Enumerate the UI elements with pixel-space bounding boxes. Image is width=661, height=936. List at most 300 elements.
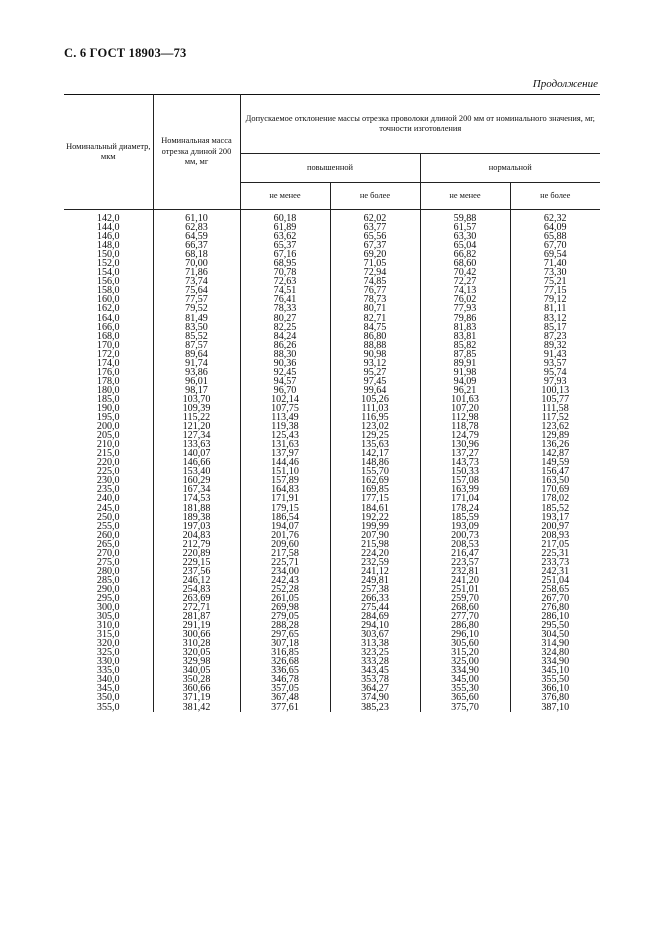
cell-normal-max: 129,89 — [510, 431, 600, 440]
cell-mass: 220,89 — [153, 549, 240, 558]
cell-mass: 381,42 — [153, 703, 240, 712]
cell-mass: 61,10 — [153, 214, 240, 223]
cell-mass: 263,69 — [153, 594, 240, 603]
cell-normal-max: 64,09 — [510, 223, 600, 232]
cell-increased-min: 288,28 — [240, 621, 330, 630]
cell-increased-min: 179,15 — [240, 504, 330, 513]
cell-normal-max: 233,73 — [510, 558, 600, 567]
cell-increased-max: 63,77 — [330, 223, 420, 232]
cell-diameter: 200,0 — [64, 422, 153, 431]
cell-increased-min: 82,25 — [240, 323, 330, 332]
table-row — [64, 621, 600, 630]
cell-diameter: 166,0 — [64, 323, 153, 332]
cell-increased-min: 113,49 — [240, 413, 330, 422]
cell-increased-max: 116,95 — [330, 413, 420, 422]
cell-increased-min: 80,27 — [240, 314, 330, 323]
cell-increased-max: 374,90 — [330, 693, 420, 702]
cell-increased-min: 60,18 — [240, 214, 330, 223]
cell-increased-max: 129,25 — [330, 431, 420, 440]
table-row — [64, 350, 600, 359]
cell-normal-max: 178,02 — [510, 494, 600, 503]
cell-increased-max: 192,22 — [330, 513, 420, 522]
cell-normal-max: 89,32 — [510, 341, 600, 350]
header-increased-min: не менее — [240, 183, 330, 210]
cell-mass: 197,03 — [153, 522, 240, 531]
cell-increased-min: 88,30 — [240, 350, 330, 359]
cell-diameter: 325,0 — [64, 648, 153, 657]
cell-normal-min: 85,82 — [420, 341, 510, 350]
cell-normal-min: 89,91 — [420, 359, 510, 368]
cell-increased-max: 215,98 — [330, 540, 420, 549]
cell-normal-max: 75,21 — [510, 277, 600, 286]
cell-normal-min: 124,79 — [420, 431, 510, 440]
table-row — [64, 377, 600, 386]
cell-increased-max: 88,88 — [330, 341, 420, 350]
cell-increased-max: 303,67 — [330, 630, 420, 639]
cell-diameter: 152,0 — [64, 259, 153, 268]
cell-mass: 246,12 — [153, 576, 240, 585]
table-row — [64, 567, 600, 576]
cell-normal-max: 105,77 — [510, 395, 600, 404]
cell-increased-max: 364,27 — [330, 684, 420, 693]
cell-diameter: 295,0 — [64, 594, 153, 603]
cell-normal-max: 163,50 — [510, 476, 600, 485]
cell-increased-max: 71,05 — [330, 259, 420, 268]
cell-increased-min: 367,48 — [240, 693, 330, 702]
cell-increased-min: 70,78 — [240, 268, 330, 277]
cell-normal-max: 156,47 — [510, 467, 600, 476]
table-row — [64, 286, 600, 295]
cell-normal-max: 376,80 — [510, 693, 600, 702]
cell-mass: 174,53 — [153, 494, 240, 503]
cell-diameter: 170,0 — [64, 341, 153, 350]
cell-diameter: 335,0 — [64, 666, 153, 675]
cell-diameter: 355,0 — [64, 703, 153, 712]
cell-normal-min: 163,99 — [420, 485, 510, 494]
cell-normal-max: 304,50 — [510, 630, 600, 639]
cell-normal-max: 67,70 — [510, 241, 600, 250]
cell-normal-max: 355,50 — [510, 675, 600, 684]
cell-increased-min: 92,45 — [240, 368, 330, 377]
cell-increased-min: 67,16 — [240, 250, 330, 259]
cell-increased-max: 86,80 — [330, 332, 420, 341]
cell-normal-min: 305,60 — [420, 639, 510, 648]
cell-increased-max: 65,56 — [330, 232, 420, 241]
cell-increased-max: 323,25 — [330, 648, 420, 657]
cell-normal-max: 123,62 — [510, 422, 600, 431]
cell-normal-max: 62,32 — [510, 214, 600, 223]
cell-normal-max: 314,90 — [510, 639, 600, 648]
cell-diameter: 300,0 — [64, 603, 153, 612]
cell-mass: 85,52 — [153, 332, 240, 341]
cell-increased-max: 169,85 — [330, 485, 420, 494]
page-header: С. 6 ГОСТ 18903—73 — [64, 46, 187, 60]
cell-mass: 291,19 — [153, 621, 240, 630]
cell-increased-max: 294,10 — [330, 621, 420, 630]
header-nominal-mass: Номинальная масса отрезка длиной 200 мм, мг — [153, 95, 240, 210]
cell-mass: 87,57 — [153, 341, 240, 350]
cell-increased-max: 162,69 — [330, 476, 420, 485]
cell-increased-min: 144,46 — [240, 458, 330, 467]
cell-normal-max: 65,88 — [510, 232, 600, 241]
table-row — [64, 268, 600, 277]
cell-normal-max: 81,11 — [510, 304, 600, 313]
cell-mass: 73,74 — [153, 277, 240, 286]
cell-increased-min: 94,57 — [240, 377, 330, 386]
cell-normal-min: 315,20 — [420, 648, 510, 657]
cell-normal-min: 79,86 — [420, 314, 510, 323]
cell-normal-min: 61,57 — [420, 223, 510, 232]
cell-increased-max: 257,38 — [330, 585, 420, 594]
cell-normal-max: 71,40 — [510, 259, 600, 268]
cell-increased-min: 346,78 — [240, 675, 330, 684]
cell-diameter: 174,0 — [64, 359, 153, 368]
cell-diameter: 240,0 — [64, 494, 153, 503]
cell-diameter: 172,0 — [64, 350, 153, 359]
cell-normal-min: 87,85 — [420, 350, 510, 359]
cell-mass: 237,56 — [153, 567, 240, 576]
cell-increased-min: 225,71 — [240, 558, 330, 567]
cell-diameter: 205,0 — [64, 431, 153, 440]
cell-mass: 281,87 — [153, 612, 240, 621]
cell-normal-max: 149,59 — [510, 458, 600, 467]
cell-normal-min: 137,27 — [420, 449, 510, 458]
table-row — [64, 386, 600, 395]
table-row — [64, 494, 600, 503]
cell-diameter: 260,0 — [64, 531, 153, 540]
table-row — [64, 359, 600, 368]
cell-normal-min: 345,00 — [420, 675, 510, 684]
table-row — [64, 648, 600, 657]
cell-mass: 167,34 — [153, 485, 240, 494]
header-deviation-group: Допускаемое отклонение массы отрезка проволоки длиной 200 мм от номинального значения, мг, точности изготовления — [240, 95, 600, 154]
table-row — [64, 476, 600, 485]
cell-increased-max: 266,33 — [330, 594, 420, 603]
cell-increased-max: 199,99 — [330, 522, 420, 531]
cell-normal-min: 68,60 — [420, 259, 510, 268]
cell-increased-min: 316,85 — [240, 648, 330, 657]
cell-mass: 360,66 — [153, 684, 240, 693]
continuation-label: Продолжение — [532, 78, 598, 90]
cell-increased-max: 99,64 — [330, 386, 420, 395]
table-row — [64, 657, 600, 666]
cell-mass: 146,66 — [153, 458, 240, 467]
cell-normal-max: 97,93 — [510, 377, 600, 386]
cell-increased-min: 96,70 — [240, 386, 330, 395]
cell-mass: 62,83 — [153, 223, 240, 232]
cell-increased-max: 353,78 — [330, 675, 420, 684]
cell-increased-min: 90,36 — [240, 359, 330, 368]
cell-increased-max: 67,37 — [330, 241, 420, 250]
cell-mass: 98,17 — [153, 386, 240, 395]
cell-normal-max: 324,80 — [510, 648, 600, 657]
cell-normal-min: 101,63 — [420, 395, 510, 404]
table-row — [64, 368, 600, 377]
cell-increased-min: 107,75 — [240, 404, 330, 413]
cell-diameter: 225,0 — [64, 467, 153, 476]
cell-normal-min: 268,60 — [420, 603, 510, 612]
cell-diameter: 168,0 — [64, 332, 153, 341]
cell-mass: 254,83 — [153, 585, 240, 594]
header-normal-max: не более — [510, 183, 600, 210]
cell-normal-max: 225,31 — [510, 549, 600, 558]
table-row — [64, 467, 600, 476]
cell-increased-max: 207,90 — [330, 531, 420, 540]
table-row — [64, 259, 600, 268]
cell-increased-min: 242,43 — [240, 576, 330, 585]
header-normal-precision: нормальной — [420, 154, 600, 183]
cell-diameter: 315,0 — [64, 630, 153, 639]
table-row — [64, 485, 600, 494]
table-row — [64, 531, 600, 540]
cell-diameter: 144,0 — [64, 223, 153, 232]
table-row — [64, 395, 600, 404]
cell-increased-min: 336,65 — [240, 666, 330, 675]
cell-normal-min: 375,70 — [420, 703, 510, 712]
cell-increased-max: 148,86 — [330, 458, 420, 467]
cell-normal-min: 94,09 — [420, 377, 510, 386]
cell-increased-min: 261,05 — [240, 594, 330, 603]
header-increased-max: не более — [330, 183, 420, 210]
cell-increased-max: 95,27 — [330, 368, 420, 377]
cell-increased-max: 241,12 — [330, 567, 420, 576]
cell-increased-max: 249,81 — [330, 576, 420, 585]
cell-increased-max: 90,98 — [330, 350, 420, 359]
table-row — [64, 440, 600, 449]
cell-normal-min: 76,02 — [420, 295, 510, 304]
cell-diameter: 195,0 — [64, 413, 153, 422]
cell-increased-min: 125,43 — [240, 431, 330, 440]
cell-normal-min: 232,81 — [420, 567, 510, 576]
cell-normal-min: 59,88 — [420, 214, 510, 223]
table-row — [64, 504, 600, 513]
cell-increased-max: 343,45 — [330, 666, 420, 675]
cell-mass: 121,20 — [153, 422, 240, 431]
cell-increased-min: 102,14 — [240, 395, 330, 404]
cell-normal-max: 93,57 — [510, 359, 600, 368]
cell-normal-max: 95,74 — [510, 368, 600, 377]
cell-increased-max: 69,20 — [330, 250, 420, 259]
cell-normal-min: 118,78 — [420, 422, 510, 431]
cell-diameter: 156,0 — [64, 277, 153, 286]
cell-diameter: 176,0 — [64, 368, 153, 377]
cell-normal-max: 85,17 — [510, 323, 600, 332]
table-row — [64, 413, 600, 422]
cell-increased-min: 84,24 — [240, 332, 330, 341]
cell-normal-min: 296,10 — [420, 630, 510, 639]
cell-mass: 153,40 — [153, 467, 240, 476]
cell-diameter: 158,0 — [64, 286, 153, 295]
cell-normal-max: 136,26 — [510, 440, 600, 449]
cell-diameter: 250,0 — [64, 513, 153, 522]
table-row — [64, 404, 600, 413]
cell-increased-max: 84,75 — [330, 323, 420, 332]
cell-normal-min: 130,96 — [420, 440, 510, 449]
cell-normal-min: 325,00 — [420, 657, 510, 666]
cell-increased-max: 72,94 — [330, 268, 420, 277]
cell-increased-min: 151,10 — [240, 467, 330, 476]
cell-increased-max: 275,44 — [330, 603, 420, 612]
cell-mass: 83,50 — [153, 323, 240, 332]
table-body — [64, 210, 600, 712]
cell-diameter: 305,0 — [64, 612, 153, 621]
cell-normal-min: 66,82 — [420, 250, 510, 259]
cell-normal-min: 277,70 — [420, 612, 510, 621]
cell-diameter: 275,0 — [64, 558, 153, 567]
cell-increased-max: 224,20 — [330, 549, 420, 558]
table-row — [64, 449, 600, 458]
cell-increased-min: 279,05 — [240, 612, 330, 621]
cell-normal-max: 69,54 — [510, 250, 600, 259]
cell-diameter: 270,0 — [64, 549, 153, 558]
cell-normal-min: 83,81 — [420, 332, 510, 341]
cell-mass: 109,39 — [153, 404, 240, 413]
cell-increased-min: 357,05 — [240, 684, 330, 693]
cell-diameter: 330,0 — [64, 657, 153, 666]
table-row — [64, 250, 600, 259]
cell-increased-min: 217,58 — [240, 549, 330, 558]
cell-mass: 181,88 — [153, 504, 240, 513]
table-row — [64, 585, 600, 594]
cell-normal-max: 100,13 — [510, 386, 600, 395]
cell-mass: 160,29 — [153, 476, 240, 485]
header-normal-min: не менее — [420, 183, 510, 210]
cell-diameter: 310,0 — [64, 621, 153, 630]
cell-normal-min: 74,13 — [420, 286, 510, 295]
cell-mass: 229,15 — [153, 558, 240, 567]
cell-increased-max: 123,02 — [330, 422, 420, 431]
cell-increased-max: 232,59 — [330, 558, 420, 567]
cell-increased-min: 234,00 — [240, 567, 330, 576]
cell-increased-min: 201,76 — [240, 531, 330, 540]
cell-normal-min: 193,09 — [420, 522, 510, 531]
table-row — [64, 576, 600, 585]
cell-diameter: 162,0 — [64, 304, 153, 313]
cell-mass: 189,38 — [153, 513, 240, 522]
cell-mass: 68,18 — [153, 250, 240, 259]
cell-normal-max: 267,70 — [510, 594, 600, 603]
cell-diameter: 185,0 — [64, 395, 153, 404]
cell-mass: 340,05 — [153, 666, 240, 675]
cell-increased-min: 76,41 — [240, 295, 330, 304]
header-increased-precision: повышенной — [240, 154, 420, 183]
cell-normal-min: 70,42 — [420, 268, 510, 277]
cell-increased-max: 97,45 — [330, 377, 420, 386]
cell-increased-min: 68,95 — [240, 259, 330, 268]
cell-mass: 133,63 — [153, 440, 240, 449]
cell-normal-min: 355,30 — [420, 684, 510, 693]
cell-mass: 300,66 — [153, 630, 240, 639]
cell-normal-min: 365,60 — [420, 693, 510, 702]
table-row — [64, 639, 600, 648]
cell-increased-max: 333,28 — [330, 657, 420, 666]
cell-mass: 64,59 — [153, 232, 240, 241]
table-row — [64, 277, 600, 286]
cell-increased-max: 111,03 — [330, 404, 420, 413]
cell-increased-max: 155,70 — [330, 467, 420, 476]
cell-increased-max: 93,12 — [330, 359, 420, 368]
cell-normal-max: 91,43 — [510, 350, 600, 359]
cell-normal-min: 286,80 — [420, 621, 510, 630]
cell-mass: 96,01 — [153, 377, 240, 386]
cell-mass: 320,05 — [153, 648, 240, 657]
cell-normal-min: 259,70 — [420, 594, 510, 603]
cell-normal-max: 208,93 — [510, 531, 600, 540]
table-row — [64, 304, 600, 313]
cell-mass: 70,00 — [153, 259, 240, 268]
cell-increased-max: 80,71 — [330, 304, 420, 313]
cell-diameter: 178,0 — [64, 377, 153, 386]
cell-increased-min: 63,62 — [240, 232, 330, 241]
cell-normal-max: 387,10 — [510, 703, 600, 712]
cell-increased-min: 137,97 — [240, 449, 330, 458]
cell-increased-min: 252,28 — [240, 585, 330, 594]
cell-mass: 81,49 — [153, 314, 240, 323]
cell-normal-min: 143,73 — [420, 458, 510, 467]
cell-increased-min: 269,98 — [240, 603, 330, 612]
table-row — [64, 675, 600, 684]
table-row — [64, 214, 600, 223]
table-row — [64, 703, 600, 712]
cell-normal-max: 142,87 — [510, 449, 600, 458]
cell-diameter: 190,0 — [64, 404, 153, 413]
cell-normal-max: 242,31 — [510, 567, 600, 576]
cell-normal-min: 208,53 — [420, 540, 510, 549]
cell-mass: 329,98 — [153, 657, 240, 666]
table-row — [64, 549, 600, 558]
table-row — [64, 241, 600, 250]
cell-normal-max: 276,80 — [510, 603, 600, 612]
cell-normal-min: 91,98 — [420, 368, 510, 377]
cell-diameter: 350,0 — [64, 693, 153, 702]
cell-increased-max: 284,69 — [330, 612, 420, 621]
cell-increased-min: 78,33 — [240, 304, 330, 313]
cell-mass: 77,57 — [153, 295, 240, 304]
cell-increased-min: 65,37 — [240, 241, 330, 250]
cell-mass: 115,22 — [153, 413, 240, 422]
cell-normal-max: 77,15 — [510, 286, 600, 295]
cell-normal-max: 366,10 — [510, 684, 600, 693]
cell-normal-max: 334,90 — [510, 657, 600, 666]
table-row — [64, 594, 600, 603]
cell-increased-max: 135,63 — [330, 440, 420, 449]
cell-mass: 66,37 — [153, 241, 240, 250]
table-row — [64, 522, 600, 531]
cell-normal-min: 334,90 — [420, 666, 510, 675]
cell-diameter: 285,0 — [64, 576, 153, 585]
cell-normal-max: 170,69 — [510, 485, 600, 494]
table-row — [64, 540, 600, 549]
cell-diameter: 148,0 — [64, 241, 153, 250]
cell-normal-max: 185,52 — [510, 504, 600, 513]
cell-increased-min: 157,89 — [240, 476, 330, 485]
cell-mass: 89,64 — [153, 350, 240, 359]
cell-mass: 93,86 — [153, 368, 240, 377]
cell-increased-min: 209,60 — [240, 540, 330, 549]
table-row — [64, 295, 600, 304]
cell-increased-min: 119,38 — [240, 422, 330, 431]
cell-mass: 212,79 — [153, 540, 240, 549]
cell-increased-max: 76,77 — [330, 286, 420, 295]
cell-mass: 272,71 — [153, 603, 240, 612]
cell-increased-min: 297,65 — [240, 630, 330, 639]
cell-diameter: 210,0 — [64, 440, 153, 449]
cell-diameter: 142,0 — [64, 214, 153, 223]
cell-normal-min: 251,01 — [420, 585, 510, 594]
cell-normal-min: 171,04 — [420, 494, 510, 503]
cell-mass: 140,07 — [153, 449, 240, 458]
cell-increased-max: 313,38 — [330, 639, 420, 648]
